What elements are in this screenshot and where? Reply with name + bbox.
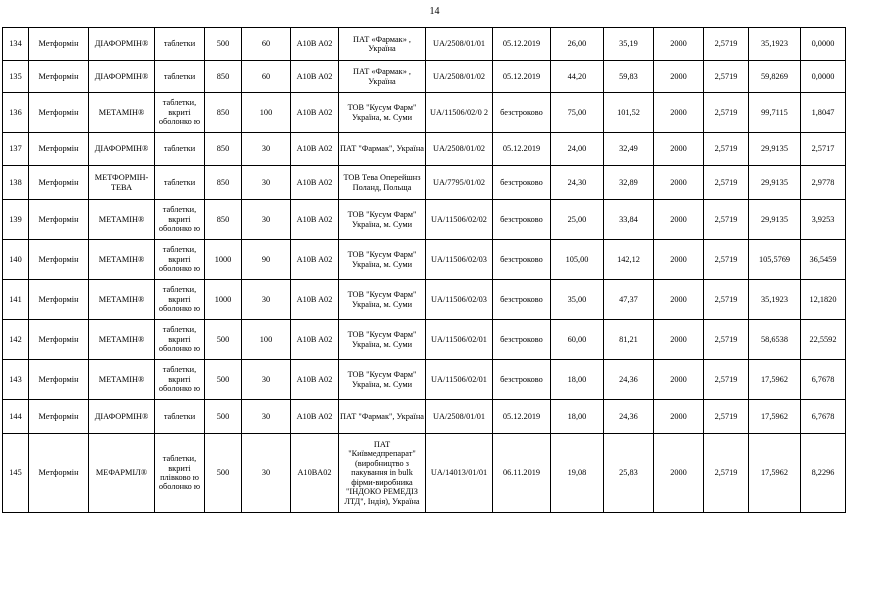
cell-trade-name: МЕТАМІН® bbox=[89, 240, 155, 280]
cell-pack-size: 60 bbox=[242, 28, 291, 61]
cell-trade-name: МЕФАРМІЛ® bbox=[89, 434, 155, 513]
cell-atc-code: A10B A02 bbox=[291, 200, 339, 240]
cell-copayment: 12,1820 bbox=[801, 280, 846, 320]
table-row bbox=[3, 320, 846, 360]
cell-daily-dose: 2000 bbox=[654, 434, 704, 513]
cell-wholesale-price: 18,00 bbox=[551, 400, 604, 434]
cell-dose: 500 bbox=[205, 320, 242, 360]
cell-active-ingredient: Метформін bbox=[29, 93, 89, 133]
table-row bbox=[3, 360, 846, 400]
cell-row-number: 137 bbox=[3, 133, 29, 166]
cell-dose: 500 bbox=[205, 360, 242, 400]
cell-retail-price: 142,12 bbox=[604, 240, 654, 280]
cell-daily-dose: 2000 bbox=[654, 400, 704, 434]
cell-row-number: 134 bbox=[3, 28, 29, 61]
cell-active-ingredient: Метформін bbox=[29, 320, 89, 360]
cell-reference-rate: 2,5719 bbox=[704, 240, 749, 280]
cell-manufacturer: ПАТ "Фармак", Україна bbox=[339, 133, 426, 166]
table-row bbox=[3, 200, 846, 240]
cell-registration-expiry: 06.11.2019 bbox=[493, 434, 551, 513]
cell-registration-number: UA/2508/01/01 bbox=[426, 28, 493, 61]
cell-registration-number: UA/7795/01/02 bbox=[426, 166, 493, 200]
cell-retail-price: 24,36 bbox=[604, 400, 654, 434]
cell-atc-code: A10B A02 bbox=[291, 280, 339, 320]
table-row bbox=[3, 280, 846, 320]
cell-copayment: 2,9778 bbox=[801, 166, 846, 200]
cell-active-ingredient: Метформін bbox=[29, 360, 89, 400]
cell-retail-price: 25,83 bbox=[604, 434, 654, 513]
cell-reference-rate: 2,5719 bbox=[704, 93, 749, 133]
cell-active-ingredient: Метформін bbox=[29, 133, 89, 166]
cell-trade-name: МЕТАМІН® bbox=[89, 200, 155, 240]
cell-reference-rate: 2,5719 bbox=[704, 434, 749, 513]
cell-atc-code: A10B A02 bbox=[291, 166, 339, 200]
cell-registration-expiry: 05.12.2019 bbox=[493, 61, 551, 93]
cell-registration-expiry: 05.12.2019 bbox=[493, 400, 551, 434]
table-row bbox=[3, 133, 846, 166]
cell-reimbursement-amount: 105,5769 bbox=[749, 240, 801, 280]
cell-manufacturer: ТОВ "Кусум Фарм" Україна, м. Суми bbox=[339, 200, 426, 240]
cell-trade-name: ДІАФОРМІН® bbox=[89, 61, 155, 93]
cell-copayment: 0,0000 bbox=[801, 28, 846, 61]
cell-retail-price: 59,83 bbox=[604, 61, 654, 93]
table-row bbox=[3, 28, 846, 61]
cell-daily-dose: 2000 bbox=[654, 93, 704, 133]
cell-registration-expiry: безстроково bbox=[493, 280, 551, 320]
cell-retail-price: 81,21 bbox=[604, 320, 654, 360]
table-row bbox=[3, 434, 846, 513]
cell-dosage-form: таблетки, вкриті оболонко ю bbox=[155, 93, 205, 133]
cell-trade-name: МЕТАМІН® bbox=[89, 320, 155, 360]
cell-copayment: 8,2296 bbox=[801, 434, 846, 513]
cell-dose: 850 bbox=[205, 133, 242, 166]
cell-pack-size: 30 bbox=[242, 133, 291, 166]
cell-row-number: 139 bbox=[3, 200, 29, 240]
cell-row-number: 140 bbox=[3, 240, 29, 280]
cell-retail-price: 24,36 bbox=[604, 360, 654, 400]
cell-row-number: 144 bbox=[3, 400, 29, 434]
cell-row-number: 136 bbox=[3, 93, 29, 133]
cell-registration-number: UA/2508/01/02 bbox=[426, 133, 493, 166]
cell-manufacturer: ПАТ "Київмедпрепарат" (виробництво з пакування in bulk фірми-виробника "ІНДОКО РЕМЕДІЗ ЛТД", Індія), Україна bbox=[339, 434, 426, 513]
cell-manufacturer: ТОВ Тева Оперейшнз Поланд, Польща bbox=[339, 166, 426, 200]
table-row bbox=[3, 240, 846, 280]
cell-reference-rate: 2,5719 bbox=[704, 166, 749, 200]
cell-daily-dose: 2000 bbox=[654, 320, 704, 360]
cell-trade-name: ДІАФОРМІН® bbox=[89, 28, 155, 61]
cell-pack-size: 30 bbox=[242, 166, 291, 200]
cell-retail-price: 35,19 bbox=[604, 28, 654, 61]
cell-daily-dose: 2000 bbox=[654, 280, 704, 320]
cell-dosage-form: таблетки bbox=[155, 400, 205, 434]
cell-manufacturer: ТОВ "Кусум Фарм" Україна, м. Суми bbox=[339, 280, 426, 320]
cell-atc-code: A10B A02 bbox=[291, 133, 339, 166]
cell-reimbursement-amount: 17,5962 bbox=[749, 360, 801, 400]
cell-reimbursement-amount: 29,9135 bbox=[749, 166, 801, 200]
cell-pack-size: 100 bbox=[242, 93, 291, 133]
cell-daily-dose: 2000 bbox=[654, 240, 704, 280]
cell-reference-rate: 2,5719 bbox=[704, 320, 749, 360]
cell-wholesale-price: 60,00 bbox=[551, 320, 604, 360]
cell-reference-rate: 2,5719 bbox=[704, 61, 749, 93]
cell-trade-name: МЕТАМІН® bbox=[89, 360, 155, 400]
cell-active-ingredient: Метформін bbox=[29, 434, 89, 513]
cell-pack-size: 30 bbox=[242, 200, 291, 240]
cell-registration-expiry: 05.12.2019 bbox=[493, 133, 551, 166]
cell-pack-size: 30 bbox=[242, 400, 291, 434]
cell-wholesale-price: 24,30 bbox=[551, 166, 604, 200]
cell-registration-number: UA/11506/02/01 bbox=[426, 320, 493, 360]
cell-registration-expiry: безстроково bbox=[493, 320, 551, 360]
cell-retail-price: 32,49 bbox=[604, 133, 654, 166]
cell-retail-price: 47,37 bbox=[604, 280, 654, 320]
cell-daily-dose: 2000 bbox=[654, 61, 704, 93]
table-row bbox=[3, 400, 846, 434]
cell-registration-expiry: безстроково bbox=[493, 240, 551, 280]
cell-dosage-form: таблетки bbox=[155, 133, 205, 166]
cell-retail-price: 32,89 bbox=[604, 166, 654, 200]
cell-copayment: 1,8047 bbox=[801, 93, 846, 133]
cell-dose: 1000 bbox=[205, 280, 242, 320]
cell-manufacturer: ПАТ «Фармак» , Україна bbox=[339, 28, 426, 61]
cell-atc-code: A10B A02 bbox=[291, 360, 339, 400]
cell-reference-rate: 2,5719 bbox=[704, 360, 749, 400]
cell-wholesale-price: 35,00 bbox=[551, 280, 604, 320]
cell-dose: 850 bbox=[205, 61, 242, 93]
cell-registration-number: UA/11506/02/02 bbox=[426, 200, 493, 240]
cell-pack-size: 30 bbox=[242, 280, 291, 320]
cell-wholesale-price: 18,00 bbox=[551, 360, 604, 400]
cell-atc-code: A10B A02 bbox=[291, 93, 339, 133]
cell-pack-size: 100 bbox=[242, 320, 291, 360]
cell-manufacturer: ТОВ "Кусум Фарм" Україна, м. Суми bbox=[339, 240, 426, 280]
cell-reimbursement-amount: 17,5962 bbox=[749, 434, 801, 513]
cell-manufacturer: ТОВ "Кусум Фарм" Україна, м. Суми bbox=[339, 360, 426, 400]
cell-copayment: 36,5459 bbox=[801, 240, 846, 280]
cell-registration-expiry: безстроково bbox=[493, 166, 551, 200]
cell-atc-code: A10B A02 bbox=[291, 240, 339, 280]
cell-manufacturer: ПАТ «Фармак» , Україна bbox=[339, 61, 426, 93]
cell-active-ingredient: Метформін bbox=[29, 280, 89, 320]
page-number: 14 bbox=[429, 6, 440, 17]
cell-pack-size: 30 bbox=[242, 360, 291, 400]
cell-dosage-form: таблетки, вкриті оболонко ю bbox=[155, 240, 205, 280]
cell-dosage-form: таблетки, вкриті оболонко ю bbox=[155, 360, 205, 400]
cell-daily-dose: 2000 bbox=[654, 28, 704, 61]
cell-dosage-form: таблетки bbox=[155, 61, 205, 93]
cell-row-number: 143 bbox=[3, 360, 29, 400]
cell-wholesale-price: 75,00 bbox=[551, 93, 604, 133]
cell-registration-number: UA/11506/02/03 bbox=[426, 280, 493, 320]
cell-registration-expiry: 05.12.2019 bbox=[493, 28, 551, 61]
table-row bbox=[3, 166, 846, 200]
cell-reimbursement-amount: 35,1923 bbox=[749, 280, 801, 320]
cell-wholesale-price: 24,00 bbox=[551, 133, 604, 166]
cell-reference-rate: 2,5719 bbox=[704, 133, 749, 166]
cell-registration-number: UA/2508/01/01 bbox=[426, 400, 493, 434]
cell-daily-dose: 2000 bbox=[654, 200, 704, 240]
cell-wholesale-price: 26,00 bbox=[551, 28, 604, 61]
cell-reference-rate: 2,5719 bbox=[704, 28, 749, 61]
cell-row-number: 141 bbox=[3, 280, 29, 320]
cell-trade-name: ДІАФОРМІН® bbox=[89, 400, 155, 434]
cell-copayment: 0,0000 bbox=[801, 61, 846, 93]
cell-reimbursement-amount: 17,5962 bbox=[749, 400, 801, 434]
cell-dosage-form: таблетки, вкриті оболонко ю bbox=[155, 200, 205, 240]
cell-registration-number: UA/14013/01/01 bbox=[426, 434, 493, 513]
cell-registration-number: UA/11506/02/01 bbox=[426, 360, 493, 400]
table-row bbox=[3, 93, 846, 133]
cell-manufacturer: ТОВ "Кусум Фарм" Україна, м. Суми bbox=[339, 93, 426, 133]
cell-trade-name: МЕТАМІН® bbox=[89, 93, 155, 133]
cell-trade-name: МЕТФОРМІН-ТЕВА bbox=[89, 166, 155, 200]
cell-registration-expiry: безстроково bbox=[493, 360, 551, 400]
cell-reimbursement-amount: 58,6538 bbox=[749, 320, 801, 360]
cell-daily-dose: 2000 bbox=[654, 360, 704, 400]
cell-dose: 850 bbox=[205, 200, 242, 240]
cell-dose: 1000 bbox=[205, 240, 242, 280]
reimbursement-table bbox=[2, 27, 846, 513]
cell-reference-rate: 2,5719 bbox=[704, 200, 749, 240]
cell-retail-price: 33,84 bbox=[604, 200, 654, 240]
cell-registration-number: UA/11506/02/0 2 bbox=[426, 93, 493, 133]
cell-row-number: 138 bbox=[3, 166, 29, 200]
cell-wholesale-price: 44,20 bbox=[551, 61, 604, 93]
cell-reimbursement-amount: 29,9135 bbox=[749, 133, 801, 166]
cell-atc-code: A10B A02 bbox=[291, 400, 339, 434]
cell-registration-expiry: безстроково bbox=[493, 93, 551, 133]
cell-copayment: 6,7678 bbox=[801, 360, 846, 400]
cell-atc-code: A10B A02 bbox=[291, 28, 339, 61]
table-body bbox=[3, 28, 846, 513]
cell-reimbursement-amount: 99,7115 bbox=[749, 93, 801, 133]
cell-daily-dose: 2000 bbox=[654, 133, 704, 166]
cell-pack-size: 90 bbox=[242, 240, 291, 280]
cell-dosage-form: таблетки bbox=[155, 166, 205, 200]
cell-trade-name: ДІАФОРМІН® bbox=[89, 133, 155, 166]
cell-dosage-form: таблетки bbox=[155, 28, 205, 61]
cell-reference-rate: 2,5719 bbox=[704, 400, 749, 434]
cell-trade-name: МЕТАМІН® bbox=[89, 280, 155, 320]
cell-active-ingredient: Метформін bbox=[29, 200, 89, 240]
cell-dose: 850 bbox=[205, 93, 242, 133]
cell-atc-code: A10B A02 bbox=[291, 61, 339, 93]
cell-pack-size: 30 bbox=[242, 434, 291, 513]
cell-copayment: 3,9253 bbox=[801, 200, 846, 240]
cell-pack-size: 60 bbox=[242, 61, 291, 93]
cell-daily-dose: 2000 bbox=[654, 166, 704, 200]
cell-dose: 500 bbox=[205, 434, 242, 513]
cell-active-ingredient: Метформін bbox=[29, 400, 89, 434]
cell-copayment: 6,7678 bbox=[801, 400, 846, 434]
cell-dosage-form: таблетки, вкриті оболонко ю bbox=[155, 320, 205, 360]
cell-copayment: 22,5592 bbox=[801, 320, 846, 360]
cell-retail-price: 101,52 bbox=[604, 93, 654, 133]
cell-dose: 500 bbox=[205, 28, 242, 61]
cell-row-number: 142 bbox=[3, 320, 29, 360]
cell-row-number: 145 bbox=[3, 434, 29, 513]
cell-row-number: 135 bbox=[3, 61, 29, 93]
cell-atc-code: A10B A02 bbox=[291, 320, 339, 360]
cell-active-ingredient: Метформін bbox=[29, 28, 89, 61]
cell-registration-number: UA/11506/02/03 bbox=[426, 240, 493, 280]
cell-reimbursement-amount: 59,8269 bbox=[749, 61, 801, 93]
cell-copayment: 2,5717 bbox=[801, 133, 846, 166]
cell-reimbursement-amount: 29,9135 bbox=[749, 200, 801, 240]
cell-active-ingredient: Метформін bbox=[29, 61, 89, 93]
cell-wholesale-price: 105,00 bbox=[551, 240, 604, 280]
cell-active-ingredient: Метформін bbox=[29, 166, 89, 200]
cell-wholesale-price: 19,08 bbox=[551, 434, 604, 513]
cell-reference-rate: 2,5719 bbox=[704, 280, 749, 320]
cell-manufacturer: ПАТ "Фармак", Україна bbox=[339, 400, 426, 434]
cell-registration-expiry: безстроково bbox=[493, 200, 551, 240]
cell-dosage-form: таблетки, вкриті плівково ю оболонко ю bbox=[155, 434, 205, 513]
cell-dosage-form: таблетки, вкриті оболонко ю bbox=[155, 280, 205, 320]
cell-registration-number: UA/2508/01/02 bbox=[426, 61, 493, 93]
cell-dose: 500 bbox=[205, 400, 242, 434]
cell-atc-code: A10BA02 bbox=[291, 434, 339, 513]
cell-active-ingredient: Метформін bbox=[29, 240, 89, 280]
table-row bbox=[3, 61, 846, 93]
cell-manufacturer: ТОВ "Кусум Фарм" Україна, м. Суми bbox=[339, 320, 426, 360]
cell-wholesale-price: 25,00 bbox=[551, 200, 604, 240]
cell-reimbursement-amount: 35,1923 bbox=[749, 28, 801, 61]
cell-dose: 850 bbox=[205, 166, 242, 200]
